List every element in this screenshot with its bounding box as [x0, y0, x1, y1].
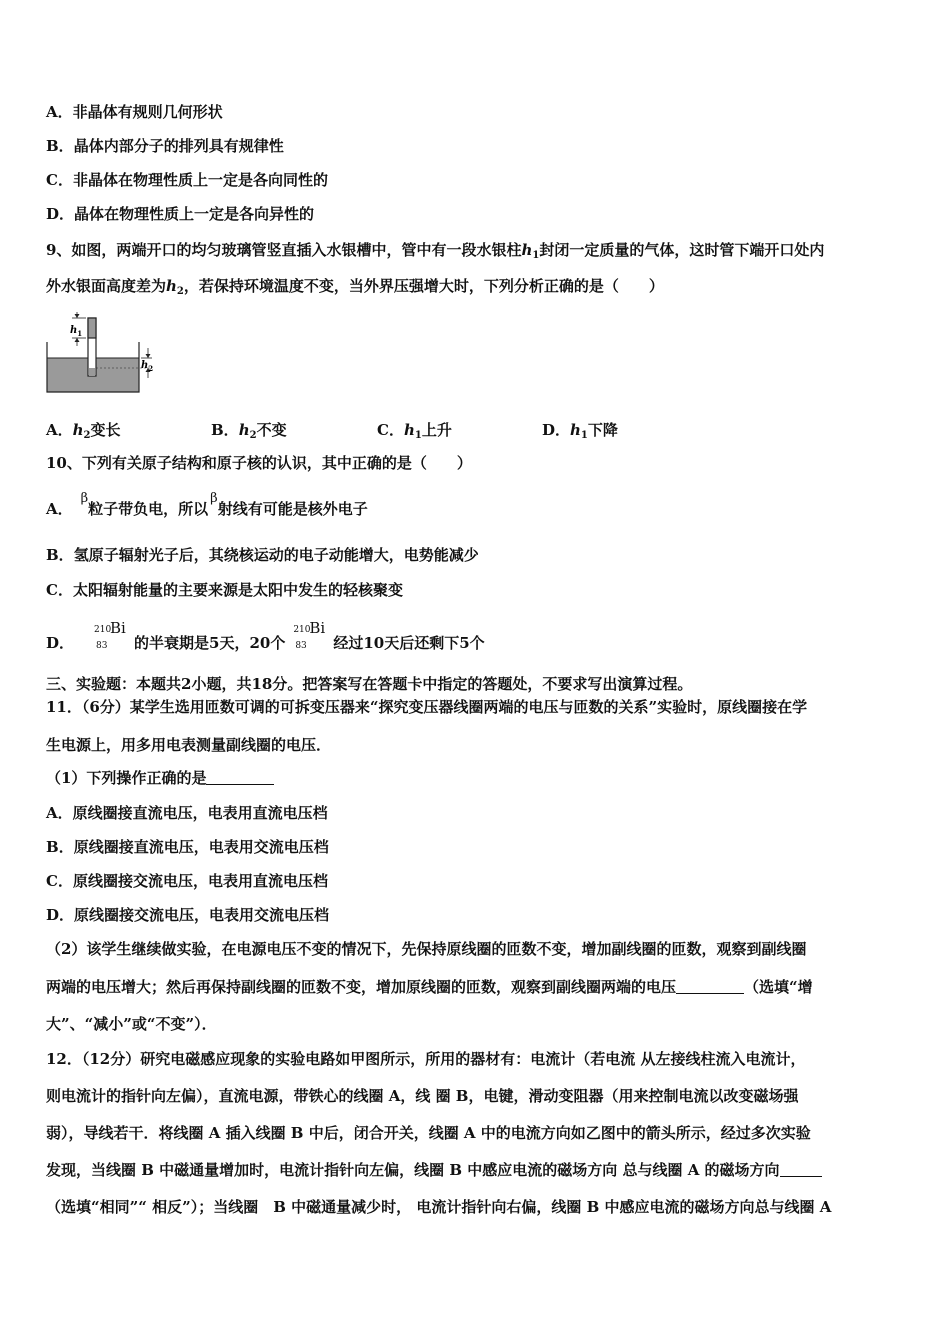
q11-option-b: B．原线圈接直流电压，电表用交流电压档	[46, 838, 329, 856]
q8-option-a: A．非晶体有规则几何形状	[46, 103, 223, 121]
q10-stem: 10、下列有关原子结构和原子核的认识，其中正确的是（ ）	[46, 454, 472, 472]
beta-symbol: β	[210, 491, 218, 506]
q12-line5: （选填“相同”“ 相反”）；当线圈 B 中磁通量减少时， 电流计指针向右偏，线圈 B 中感应电流的磁场方向总与线圈 A	[46, 1198, 832, 1216]
q11-stem-line1: 11．（6分）某学生选用匝数可调的可拆变压器来“探究变压器线圈两端的电压与匝数的关系”实验时，原线圈接在学	[46, 698, 808, 716]
answer-blank	[676, 979, 744, 994]
answer-blank	[206, 770, 274, 785]
q11-sub2-line3: 大”、“减小”或“不变”）．	[46, 1015, 217, 1033]
q10-option-b: B．氢原子辐射光子后，其绕核运动的电子动能增大，电势能减少	[46, 546, 479, 564]
beta-symbol: β	[80, 491, 89, 506]
q9-stem-line1: 9、如图，两端开口的均匀玻璃管竖直插入水银槽中，管中有一段水银柱$h_1$封闭一定质量的气体，这时管下端开口处内	[46, 241, 825, 261]
q9-options-row	[46, 420, 646, 440]
q8-option-d: D．晶体在物理性质上一定是各向异性的	[46, 205, 315, 223]
h2-label: $h_2$	[141, 360, 154, 373]
q9-stem-line2: 外水银面高度差为$h_2$，若保持环境温度不变，当外界压强增大时，下列分析正确的是（ ）	[46, 277, 664, 297]
answer-blank	[780, 1162, 822, 1177]
q12-line3: 弱），导线若干．将线圈 A 插入线圈 B 中后，闭合开关，线圈 A 中的电流方向如乙图中的箭头所示，经过多次实验	[46, 1124, 811, 1142]
h2-arrowhead-top	[146, 354, 151, 358]
q9-option-b: B．$h_2$不变	[211, 421, 287, 441]
q12-line2: 则电流计的指针向左偏），直流电源，带铁心的线圈 A，线 圈 B，电键，滑动变阻器（用来控制电流以改变磁场强	[46, 1087, 799, 1105]
q10-option-a: A．β粒子带负电，所以β射线有可能是核外电子	[46, 491, 368, 518]
q8-option-b: B．晶体内部分子的排列具有规律性	[46, 137, 284, 155]
h1-arrowhead-top	[75, 314, 80, 318]
q10-option-d: D． 210 83 Bi 的半衰期是5天，20个 210 83 Bi 经过10天后还剩下5个	[46, 619, 485, 652]
q11-sub2-line2: 两端的电压增大；然后再保持副线圈的匝数不变，增加原线圈的匝数，观察到副线圈两端的电压 （选填“增	[46, 978, 813, 996]
q12-line4: 发现，当线圈 B 中磁通量增加时，电流计指针向左偏，线圈 B 中感应电流的磁场方向 总与线圈 A 的磁场方向	[46, 1160, 822, 1180]
bismuth-nuclide: 210 83 Bi	[293, 619, 326, 651]
q11-option-c: C．原线圈接交流电压，电表用直流电压档	[46, 872, 328, 890]
q11-stem-line2: 生电源上，用多用电表测量副线圈的电压．	[46, 736, 332, 754]
h1-arrowhead-bottom	[75, 338, 80, 342]
q12-line1: 12．（12分）研究电磁感应现象的实验电路如甲图所示，所用的器材有：电流计（若电流 从左接线柱流入电流计，	[46, 1050, 806, 1068]
h1-label: $h_1$	[70, 325, 83, 338]
q8-option-c: C．非晶体在物理性质上一定是各向同性的	[46, 171, 328, 189]
q11-sub1: （1）下列操作正确的是	[46, 768, 274, 788]
q10-option-c: C．太阳辐射能量的主要来源是太阳中发生的轻核聚变	[46, 581, 403, 599]
section3-heading: 三、实验题：本题共2小题，共18分。把答案写在答题卡中指定的答题处，不要求写出演算过程。	[46, 675, 693, 693]
q9-option-a: A．$h_2$变长	[46, 421, 121, 441]
q9-option-c: C．$h_1$上升	[377, 421, 452, 441]
q11-option-d: D．原线圈接交流电压，电表用交流电压档	[46, 906, 330, 924]
q11-sub2-line1: （2）该学生继续做实验，在电源电压不变的情况下，先保持原线圈的匝数不变，增加副线圈的匝数，观察到副线圈	[46, 940, 807, 958]
bismuth-nuclide: 210 83 Bi	[94, 619, 126, 651]
tube-mercury-bottom	[89, 368, 95, 376]
q9-option-d: D．$h_1$下降	[542, 421, 618, 441]
q11-option-a: A．原线圈接直流电压，电表用直流电压档	[46, 804, 328, 822]
mercury-column	[88, 318, 96, 338]
tube-in-mercury-figure	[44, 312, 159, 396]
